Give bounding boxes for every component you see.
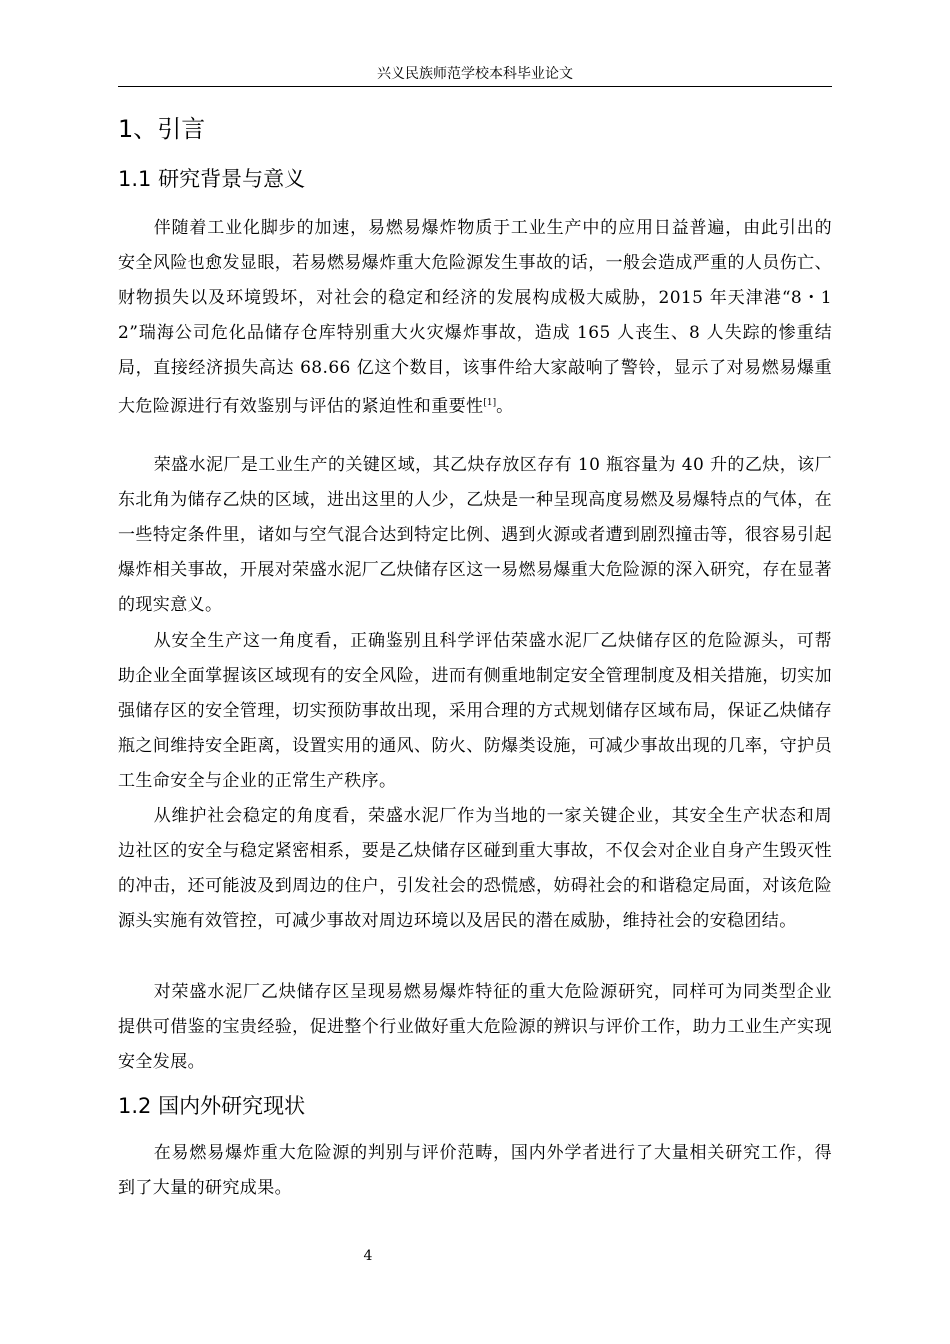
citation-reference: [1] [483, 398, 497, 408]
page-header-title: 兴义民族师范学校本科毕业论文 [377, 66, 573, 82]
paragraph-background-2: 荣盛水泥厂是工业生产的关键区域，其乙炔存放区存有 10 瓶容量为 40 升的乙炔，该厂东北角为储存乙炔的区域，进出这里的人少，乙炔是一种呈现高度易燃及易爆特点的气体，在一些特定条件里，诸如与空气混合达到特定比例、遇到火源或者遭到剧烈撞击等，很容易引起爆炸相关事故，开展对荣盛水泥厂乙炔储存区这一易燃易爆重大危险源的深入研究，存在显著的现实意义。 [118, 455, 832, 615]
paragraph-text: 伴随着工业化脚步的加速，易燃易爆炸物质于工业生产中的应用日益普遍，由此引出的安全风险也愈发显眼，若易燃易爆炸重大危险源发生事故的话，一般会造成严重的人员伤亡、财物损失以及环境毁坏，对社会的稳定和经济的发展构成极大威胁，2015 年天津港“8・12”瑞海公司危化品储存仓库特别重大火灾爆炸事故，造成 165 人丧生、8 人失踪的惨重结局，直接经济损失高达 68.66 亿这个数目，该事件给大家敲响了警铃，显示了对易燃易爆重大危险源进行有效鉴别与评估的紧迫性和重要性 [118, 218, 832, 417]
paragraph-background-4: 从维护社会稳定的角度看，荣盛水泥厂作为当地的一家关键企业，其安全生产状态和周边社区的安全与稳定紧密相系，要是乙炔储存区碰到重大事故，不仅会对企业自身产生毁灭性的冲击，还可能波及到周边的住户，引发社会的恐慌感，妨碍社会的和谐稳定局面，对该危险源头实施有效管控，可减少事故对周边环境以及居民的潜在威胁，维持社会的安稳团结。 [118, 806, 832, 931]
page-number: 4 [363, 1248, 373, 1264]
subsection-heading-research-status: 1.2 国内外研究现状 [118, 1094, 306, 1118]
paragraph-background-3: 从安全生产这一角度看，正确鉴别且科学评估荣盛水泥厂乙炔储存区的危险源头，可帮助企业全面掌握该区域现有的安全风险，进而有侧重地制定安全管理制度及相关措施，切实加强储存区的安全管理，切实预防事故出现，采用合理的方式规划储存区域布局，保证乙炔储存瓶之间维持安全距离，设置实用的通风、防火、防爆类设施，可减少事故出现的几率，守护员工生命安全与企业的正常生产秩序。 [118, 631, 832, 791]
section-heading-introduction: 1、引言 [118, 115, 206, 143]
paragraph-background-1 [118, 211, 832, 425]
paragraph-research-status-1: 在易燃易爆炸重大危险源的判别与评价范畴，国内外学者进行了大量相关研究工作，得到了大量的研究成果。 [118, 1143, 832, 1198]
header-divider [118, 86, 832, 87]
paragraph-background-5: 对荣盛水泥厂乙炔储存区呈现易燃易爆炸特征的重大危险源研究，同样可为同类型企业提供可借鉴的宝贵经验，促进整个行业做好重大危险源的辨识与评价工作，助力工业生产实现安全发展。 [118, 982, 832, 1072]
subsection-heading-background: 1.1 研究背景与意义 [118, 167, 306, 191]
paragraph-end-mark: 。 [496, 396, 514, 417]
